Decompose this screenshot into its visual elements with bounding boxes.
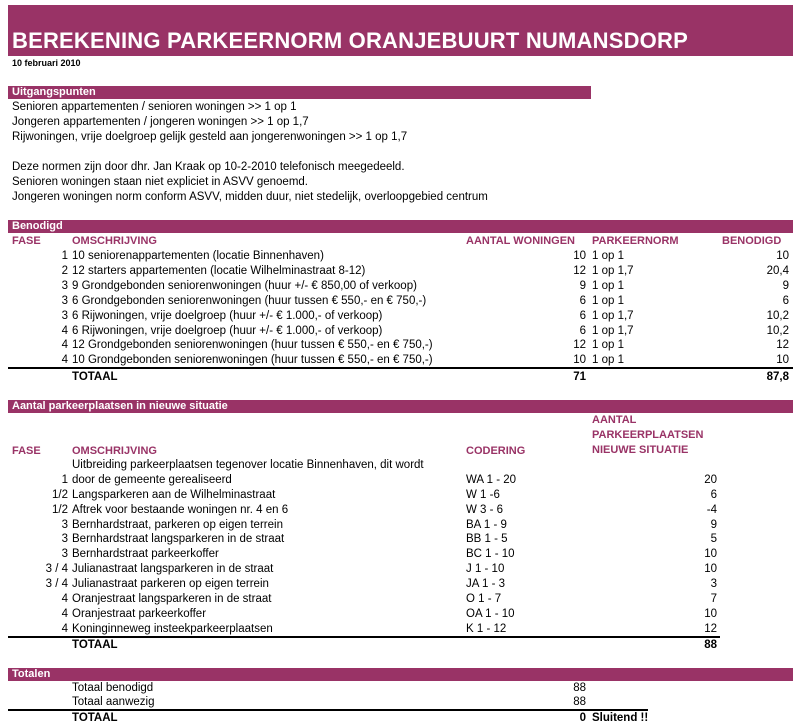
row-codering: W 1 -6: [466, 488, 500, 501]
totaal-divider: [8, 636, 720, 638]
row-benodigd: 10,2: [766, 309, 789, 322]
row-codering: BC 1 - 10: [466, 548, 515, 561]
row-aantal-parkeerplaatsen: 12: [704, 622, 717, 635]
row-aantal-parkeerplaatsen: 5: [710, 533, 717, 546]
row-fase: 1: [61, 250, 68, 262]
row-benodigd: 12: [776, 339, 789, 352]
row-aantal-woningen: 12: [573, 339, 586, 352]
col-header-parkeernorm: PARKEERNORM: [592, 235, 679, 247]
eindtotaal-label: TOTAAL: [72, 712, 118, 724]
row-aantal-woningen: 10: [573, 250, 586, 262]
row-aantal-parkeerplaatsen: 9: [710, 518, 717, 531]
row-parkeernorm: 1 op 1,7: [592, 264, 634, 277]
row-fase: 3: [61, 548, 68, 561]
row-aantal-parkeerplaatsen: 3: [710, 577, 717, 590]
row-fase: 4: [61, 339, 68, 352]
row-aantal-parkeerplaatsen: 7: [710, 592, 717, 605]
row-omschrijving: 6 Grondgebonden seniorenwoningen (huur tussen € 550,- en € 750,-): [72, 294, 427, 307]
row-benodigd: 10: [776, 250, 789, 262]
nieuw-totaal-label: TOTAAL: [72, 639, 118, 651]
row-parkeernorm: 1 op 1,7: [592, 309, 634, 322]
uitgangspunt-line: Senioren woningen staan niet expliciet in ASVV genoemd.: [12, 176, 309, 188]
row-omschrijving: 9 Grondgebonden seniorenwoningen (huur +/- € 850,00 of verkoop): [72, 279, 417, 292]
eindtotaal-note: Sluitend !!: [592, 712, 649, 724]
row-aantal-woningen: 9: [579, 279, 586, 292]
row-aantal-woningen: 6: [579, 309, 586, 322]
row-codering: WA 1 - 20: [466, 474, 517, 486]
row-fase: 3: [61, 533, 68, 546]
row-omschrijving: Bernhardstraat, parkeren op eigen terrein: [72, 518, 283, 531]
row-parkeernorm: 1 op 1: [592, 250, 624, 262]
row-omschrijving: 10 Grondgebonden seniorenwoningen (huur tussen € 550,- en € 750,-): [72, 354, 433, 367]
row-omschrijving: Oranjestraat langsparkeren in de straat: [72, 592, 272, 605]
benodigd-totaal-label: TOTAAL: [72, 371, 118, 383]
col-header-codering: CODERING: [466, 445, 526, 457]
row-fase: 3 / 4: [45, 577, 68, 590]
row-aantal-parkeerplaatsen: -4: [706, 503, 717, 516]
row-fase: 3 / 4: [45, 563, 68, 576]
eindtotaal-value: 0: [579, 712, 586, 724]
row-fase: 4: [61, 622, 68, 635]
row-omschrijving: 6 Rijwoningen, vrije doelgroep (huur +/- € 1.000,- of verkoop): [72, 324, 383, 337]
row-fase: 3: [61, 518, 68, 531]
row-fase: 3: [61, 279, 68, 292]
section-benodigd-heading: Benodigd: [8, 220, 793, 233]
col-header-fase: FASE: [12, 445, 41, 457]
row-benodigd: 9: [782, 279, 789, 292]
row-omschrijving: Julianastraat langsparkeren in de straat: [72, 563, 274, 576]
row-aantal-parkeerplaatsen: 10: [704, 607, 717, 620]
row-fase: 1/2: [52, 503, 68, 516]
row-benodigd: 6: [782, 294, 789, 307]
benodigd-totaal-aantal: 71: [573, 371, 586, 383]
row-benodigd: 10: [776, 354, 789, 367]
totaal-aanwezig-value: 88: [573, 696, 586, 708]
row-fase: 4: [61, 607, 68, 620]
uitgangspunt-line: Jongeren woningen norm conform ASVV, midden duur, niet stedelijk, overloopgebied centrum: [12, 191, 488, 203]
row-omschrijving: Koninginneweg insteekparkeerplaatsen: [72, 622, 273, 635]
row-parkeernorm: 1 op 1: [592, 294, 624, 307]
row-codering: W 3 - 6: [466, 503, 504, 516]
row-aantal-parkeerplaatsen: 10: [704, 563, 717, 576]
totaal-divider: [8, 709, 648, 711]
section-uitgangspunten-heading: Uitgangspunten: [8, 86, 591, 99]
row-fase: 3: [61, 309, 68, 322]
row-fase: 1/2: [52, 488, 68, 501]
uitgangspunt-line: Senioren appartementen / senioren woningen >> 1 op 1: [12, 101, 297, 113]
uitgangspunt-line: Jongeren appartementen / jongeren woningen >> 1 op 1,7: [12, 116, 309, 128]
section-totalen-heading: Totalen: [8, 668, 793, 681]
row-omschrijving: door de gemeente gerealiseerd: [72, 474, 232, 486]
row-aantal-parkeerplaatsen: 10: [704, 548, 717, 561]
row-codering: O 1 - 7: [466, 592, 502, 605]
totaal-aanwezig-label: Totaal aanwezig: [72, 696, 155, 708]
totaal-divider: [8, 367, 793, 369]
row-parkeernorm: 1 op 1: [592, 354, 624, 367]
row-omschrijving: Langsparkeren aan de Wilhelminastraat: [72, 488, 276, 501]
row-omschrijving: Aftrek voor bestaande woningen nr. 4 en 6: [72, 503, 289, 516]
row-codering: BA 1 - 9: [466, 518, 507, 531]
row-aantal-woningen: 12: [573, 264, 586, 277]
row-omschrijving: 12 Grondgebonden seniorenwoningen (huur tussen € 550,- en € 750,-): [72, 339, 433, 352]
col-header-aantal-line1: AANTAL: [592, 414, 637, 426]
row-codering: OA 1 - 10: [466, 607, 515, 620]
row-codering: BB 1 - 5: [466, 533, 508, 546]
row-parkeernorm: 1 op 1,7: [592, 324, 634, 337]
nieuw-intro: Uitbreiding parkeerplaatsen tegenover locatie Binnenhaven, dit wordt: [72, 459, 424, 471]
row-aantal-woningen: 6: [579, 324, 586, 337]
col-header-aantal-line3: NIEUWE SITUATIE: [592, 444, 689, 456]
row-fase: 4: [61, 354, 68, 367]
uitgangspunt-line: Rijwoningen, vrije doelgroep gelijk gesteld aan jongerenwoningen >> 1 op 1,7: [12, 131, 408, 143]
col-header-aantal-woningen: AANTAL WONINGEN: [466, 235, 575, 247]
row-omschrijving: 10 seniorenappartementen (locatie Binnenhaven): [72, 250, 324, 262]
row-aantal-woningen: 6: [579, 294, 586, 307]
document-date: 10 februari 2010: [12, 58, 81, 68]
nieuw-totaal-aantal: 88: [704, 639, 717, 651]
section-nieuw-heading: Aantal parkeerplaatsen in nieuwe situatie: [8, 400, 793, 413]
row-aantal-parkeerplaatsen: 6: [710, 488, 717, 501]
row-parkeernorm: 1 op 1: [592, 339, 624, 352]
row-fase: 3: [61, 294, 68, 307]
row-omschrijving: Oranjestraat parkeerkoffer: [72, 607, 207, 620]
row-fase: 2: [61, 264, 68, 277]
row-benodigd: 10,2: [766, 324, 789, 337]
row-codering: JA 1 - 3: [466, 577, 505, 590]
row-omschrijving: 6 Rijwoningen, vrije doelgroep (huur +/- € 1.000,- of verkoop): [72, 309, 383, 322]
benodigd-totaal-benodigd: 87,8: [766, 371, 789, 383]
page-title: BEREKENING PARKEERNORM ORANJEBUURT NUMANSDORP: [12, 28, 688, 53]
row-codering: K 1 - 12: [466, 622, 507, 635]
row-fase: 4: [61, 592, 68, 605]
col-header-omschrijving: OMSCHRIJVING: [72, 235, 157, 247]
row-fase: 1: [61, 474, 68, 486]
row-parkeernorm: 1 op 1: [592, 279, 624, 292]
col-header-omschrijving: OMSCHRIJVING: [72, 445, 157, 457]
uitgangspunt-line: Deze normen zijn door dhr. Jan Kraak op 10-2-2010 telefonisch meegedeeld.: [12, 161, 405, 173]
totaal-benodigd-label: Totaal benodigd: [72, 682, 154, 694]
col-header-benodigd: BENODIGD: [722, 235, 782, 247]
row-benodigd: 20,4: [766, 264, 789, 277]
row-omschrijving: Julianastraat parkeren op eigen terrein: [72, 577, 269, 590]
row-aantal-parkeerplaatsen: 20: [704, 474, 717, 486]
row-fase: 4: [61, 324, 68, 337]
row-omschrijving: 12 starters appartementen (locatie Wilhelminastraat 8-12): [72, 264, 366, 277]
row-omschrijving: Bernhardstraat langsparkeren in de straat: [72, 533, 285, 546]
totaal-benodigd-value: 88: [573, 682, 586, 694]
row-aantal-woningen: 10: [573, 354, 586, 367]
row-codering: J 1 - 10: [466, 563, 505, 576]
col-header-aantal-line2: PARKEERPLAATSEN: [592, 429, 704, 441]
row-omschrijving: Bernhardstraat parkeerkoffer: [72, 548, 219, 561]
col-header-fase: FASE: [12, 235, 41, 247]
